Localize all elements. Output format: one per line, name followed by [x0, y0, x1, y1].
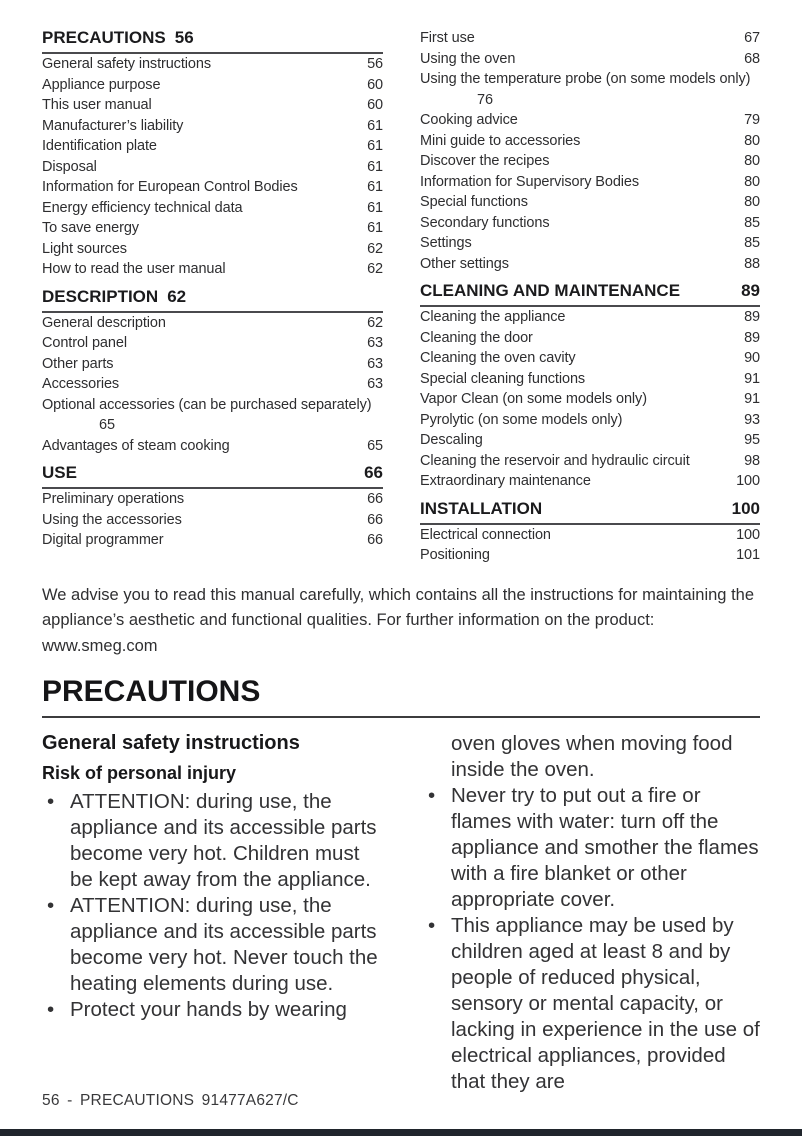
toc-entry-page-number: 65: [99, 417, 115, 433]
toc-entry-title: Using the oven: [420, 50, 516, 67]
toc-section-heading: [420, 281, 760, 307]
toc-column-right: [420, 28, 760, 566]
toc-column-left: [42, 28, 383, 551]
toc-section-page-number: 62: [167, 286, 187, 306]
toc-entry-page-number: 68: [744, 50, 760, 67]
toc-entry: [420, 430, 760, 451]
toc-entry: [42, 530, 383, 551]
toc-entry-title: Extraordinary maintenance: [420, 473, 591, 489]
subsection-heading: Risk of personal injury: [42, 763, 237, 783]
toc-entry: [42, 436, 383, 457]
toc-entry: [420, 471, 760, 492]
toc-section-heading: [42, 287, 383, 313]
toc-entry: [420, 328, 760, 349]
toc-entry-page-number: 80: [744, 132, 760, 149]
toc-entry-title: Settings: [420, 235, 472, 251]
toc-entry-title: Light sources: [42, 240, 127, 257]
bullet-icon: •: [428, 914, 436, 937]
toc-entry-page-number: 101: [736, 547, 760, 563]
toc-entry-page-number: 80: [744, 194, 760, 210]
toc-entry-page-number: 60: [367, 76, 383, 93]
toc-entry: [42, 157, 383, 178]
toc-entry-page-number: 61: [367, 158, 383, 175]
toc-entry-page-number: 67: [744, 30, 760, 46]
toc-entry-page-number: 93: [744, 411, 760, 428]
toc-entry: [420, 389, 760, 410]
toc-entry-title: Information for Supervisory Bodies: [420, 173, 640, 190]
toc-entry-title: Cleaning the door: [420, 329, 533, 346]
toc-entry-page-number: 60: [367, 97, 383, 113]
table-of-contents: [42, 28, 760, 566]
toc-entry-page-number: 89: [744, 309, 760, 325]
bullet-text: This appliance may be used by children aged at least 8 and by people of reduced physical, sensory or mental capacity, or lacking in experience in the use of electrical appliances, provided that they are: [451, 914, 760, 1093]
toc-entry-title: Cooking advice: [420, 112, 518, 128]
toc-section-page-number: 56: [174, 28, 194, 47]
precautions-body: [42, 731, 760, 1095]
toc-entry-page-number: 63: [367, 355, 383, 372]
toc-entry-page-number: 85: [744, 214, 760, 231]
toc-entry: [42, 489, 383, 510]
toc-entry-page-number: 98: [744, 452, 760, 469]
continued-bullet-text: oven gloves when moving food inside the oven.: [451, 732, 733, 781]
toc-entry: [420, 69, 760, 110]
toc-entry-title: To save energy: [42, 220, 139, 236]
intro-paragraph: We advise you to read this manual carefully, which contains all the instructions for maintaining the appliance’s aesthetic and functional qualities. For further information on the product: www.smeg.com: [42, 585, 755, 655]
toc-entry-title: General description: [42, 314, 166, 331]
toc-entry: [420, 192, 760, 213]
toc-section-page-number: 66: [364, 463, 383, 482]
toc-section-title: CLEANING AND MAINTENANCE: [420, 281, 681, 300]
bullet-item: [42, 997, 379, 1023]
toc-entry: [42, 136, 383, 157]
toc-entry-page-number: 62: [367, 261, 383, 277]
toc-entry-page-number: 66: [367, 491, 383, 507]
toc-entry-title: Discover the recipes: [420, 153, 550, 169]
toc-entry: [420, 525, 760, 546]
toc-entry: [420, 348, 760, 369]
toc-entry-title: Other parts: [42, 355, 114, 372]
toc-entry-title: Vapor Clean (on some models only): [420, 391, 647, 407]
toc-entry-page-number: 89: [744, 329, 760, 346]
toc-entry: [420, 233, 760, 254]
toc-entry: [420, 28, 760, 49]
toc-entry-title: How to read the user manual: [42, 261, 226, 277]
toc-entry-title: Disposal: [42, 158, 97, 175]
bullet-icon: •: [47, 790, 55, 813]
toc-entry: [42, 95, 383, 116]
toc-entry-title: Identification plate: [42, 138, 157, 154]
toc-entry: [420, 213, 760, 234]
toc-entry-title: Preliminary operations: [42, 491, 185, 507]
toc-entry: [420, 151, 760, 172]
toc-entry-page-number: 76: [477, 91, 493, 108]
toc-section-page-number: 89: [741, 281, 760, 300]
toc-entry-title: Accessories: [42, 376, 120, 392]
toc-entry-page-number: 61: [367, 220, 383, 236]
bullet-icon: •: [428, 784, 436, 807]
toc-entry-title: Cleaning the reservoir and hydraulic circuit: [420, 452, 690, 469]
bullet-icon: •: [47, 998, 55, 1021]
toc-entry-page-number: 66: [367, 532, 383, 548]
toc-entry-page-number: 61: [367, 117, 383, 134]
toc-entry-page-number: 56: [367, 56, 383, 72]
toc-entry: [42, 239, 383, 260]
toc-entry-page-number: 85: [744, 235, 760, 251]
toc-entry-page-number: 90: [744, 350, 760, 366]
toc-entry: [42, 395, 383, 436]
toc-entry: [42, 54, 383, 75]
toc-entry: [42, 198, 383, 219]
toc-entry-page-number: 95: [744, 432, 760, 448]
toc-entry-title: This user manual: [42, 97, 152, 113]
toc-entry-page-number: 65: [367, 437, 383, 454]
toc-entry: [420, 369, 760, 390]
toc-entry: [42, 259, 383, 280]
toc-entry-page-number: 62: [367, 314, 383, 331]
toc-entry-title: Descaling: [420, 432, 483, 448]
bullet-text: Protect your hands by wearing: [70, 998, 347, 1021]
toc-entry-title: Mini guide to accessories: [420, 132, 581, 149]
toc-entry-title: Using the accessories: [42, 511, 182, 528]
toc-section-heading: [42, 463, 383, 489]
toc-section-title: DESCRIPTION: [42, 286, 159, 306]
toc-entry-title: Digital programmer: [42, 532, 164, 548]
toc-entry-title: Special functions: [420, 194, 528, 210]
toc-entry-title: Electrical connection: [420, 526, 551, 543]
body-column-right: [423, 731, 760, 1095]
toc-entry: [420, 254, 760, 275]
toc-entry-page-number: 79: [744, 112, 760, 128]
toc-entry-page-number: 80: [744, 153, 760, 169]
toc-entry-page-number: 61: [367, 179, 383, 195]
toc-entry: [42, 510, 383, 531]
toc-entry-title: Cleaning the oven cavity: [420, 350, 576, 366]
toc-entry-page-number: 100: [736, 526, 760, 543]
bullet-text: Never try to put out a fire or flames with water: turn off the appliance and smother the flames with a fire blanket or other appropriate cover.: [451, 784, 759, 911]
toc-entry-title: Manufacturer’s liability: [42, 117, 184, 134]
toc-entry: [42, 116, 383, 137]
toc-entry-title: Positioning: [420, 547, 490, 563]
toc-entry-title: Optional accessories (can be purchased separately): [42, 396, 372, 413]
toc-entry: [420, 307, 760, 328]
body-column-left: [42, 731, 379, 1095]
toc-entry: [42, 333, 383, 354]
toc-entry-page-number: 66: [367, 511, 383, 528]
toc-entry-title: Special cleaning functions: [420, 370, 586, 387]
toc-entry: [42, 75, 383, 96]
toc-entry: [420, 172, 760, 193]
toc-entry-title: Information for European Control Bodies: [42, 179, 298, 195]
bullet-item: [42, 893, 379, 997]
toc-entry-page-number: 62: [367, 240, 383, 257]
toc-section-page-number: 100: [731, 498, 760, 518]
toc-entry: [42, 218, 383, 239]
toc-entry: [420, 545, 760, 566]
bullet-text: ATTENTION: during use, the appliance and its accessible parts become very hot. Children must be kept away from the appliance.: [70, 790, 377, 891]
toc-entry-title: General safety instructions: [42, 56, 211, 72]
toc-entry: [42, 177, 383, 198]
bullet-item: [42, 789, 379, 893]
toc-entry-title: Advantages of steam cooking: [42, 437, 230, 454]
section-heading: General safety instructions: [42, 732, 300, 754]
toc-entry-page-number: 100: [736, 473, 760, 489]
bullet-icon: •: [47, 894, 55, 917]
toc-entry-title: Control panel: [42, 335, 127, 351]
toc-entry-page-number: 80: [744, 173, 760, 190]
page-footer: 56 - PRECAUTIONS 91477A627/C: [42, 1092, 299, 1109]
toc-entry-page-number: 63: [367, 376, 383, 392]
toc-entry-page-number: 61: [367, 138, 383, 154]
toc-entry-page-number: 91: [744, 370, 760, 387]
bullet-text: ATTENTION: during use, the appliance and its accessible parts become very hot. Never touch the heating elements during use.: [70, 894, 378, 995]
toc-entry: [420, 110, 760, 131]
toc-entry-title: Using the temperature probe (on some models only): [420, 71, 751, 87]
toc-entry: [420, 410, 760, 431]
toc-entry-title: Energy efficiency technical data: [42, 199, 243, 216]
toc-entry-title: Other settings: [420, 255, 509, 272]
toc-entry: [42, 354, 383, 375]
toc-entry-title: Appliance purpose: [42, 76, 161, 93]
toc-entry: [420, 451, 760, 472]
toc-section-title: INSTALLATION: [420, 498, 543, 518]
toc-entry-page-number: 91: [744, 391, 760, 407]
toc-entry: [420, 49, 760, 70]
toc-entry-title: Cleaning the appliance: [420, 309, 566, 325]
toc-section-heading: [420, 499, 760, 525]
page-edge-bar: [0, 1129, 802, 1136]
toc-entry: [42, 374, 383, 395]
toc-entry-title: First use: [420, 30, 475, 46]
toc-section-heading: [42, 28, 383, 54]
toc-entry-page-number: 88: [744, 255, 760, 272]
toc-section-title: PRECAUTIONS: [42, 28, 166, 47]
toc-section-title: USE: [42, 463, 77, 482]
toc-entry-page-number: 63: [367, 335, 383, 351]
toc-entry-page-number: 61: [367, 199, 383, 216]
toc-entry: [420, 131, 760, 152]
toc-entry: [42, 313, 383, 334]
chapter-title: PRECAUTIONS: [42, 675, 760, 718]
bullet-item: [423, 783, 760, 913]
toc-entry-title: Secondary functions: [420, 214, 550, 231]
toc-entry-title: Pyrolytic (on some models only): [420, 411, 623, 428]
bullet-item: [423, 913, 760, 1095]
